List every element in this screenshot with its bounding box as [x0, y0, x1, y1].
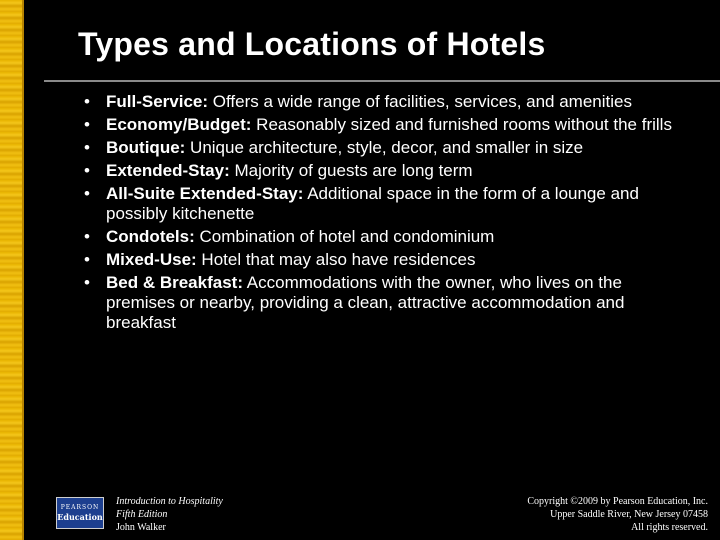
- bullet-term: Boutique:: [106, 138, 186, 157]
- slide-title: Types and Locations of Hotels: [78, 26, 546, 62]
- book-author: John Walker: [116, 522, 166, 533]
- copyright-line-3: All rights reserved.: [631, 522, 708, 533]
- bullet-dot: •: [84, 227, 90, 246]
- bullet-text: Majority of guests are long term: [229, 161, 473, 180]
- bullet-dot: •: [84, 115, 90, 134]
- bullet-term: Mixed-Use:: [106, 250, 197, 269]
- bullet-text: Combination of hotel and condominium: [194, 227, 495, 246]
- bullet-item: [84, 184, 684, 224]
- bullet-text: Accommodations with the owner, who lives on the premises or nearby, providing a clean, attractive accommodation and breakfast: [106, 273, 625, 332]
- bullet-list: [84, 92, 684, 336]
- copyright-line-1: Copyright ©2009 by Pearson Education, Inc.: [527, 496, 708, 507]
- pearson-logo: [56, 497, 104, 529]
- book-citation: [116, 495, 223, 534]
- bullet-item: [84, 92, 684, 112]
- bullet-dot: •: [84, 161, 90, 180]
- bullet-item: [84, 227, 684, 247]
- bullet-text: Reasonably sized and furnished rooms without the frills: [251, 115, 672, 134]
- accent-bar: [0, 0, 22, 540]
- bullet-term: Extended-Stay:: [106, 161, 230, 180]
- bullet-dot: •: [84, 273, 90, 292]
- bullet-term: Condotels:: [106, 227, 195, 246]
- bullet-dot: •: [84, 138, 90, 157]
- bullet-dot: •: [84, 92, 90, 111]
- bullet-dot: •: [84, 184, 90, 203]
- bullet-item: [84, 250, 684, 270]
- bullet-item: [84, 138, 684, 158]
- bullet-text: Offers a wide range of facilities, services, and amenities: [208, 92, 632, 111]
- bullet-term: Economy/Budget:: [106, 115, 252, 134]
- bullet-term: Full-Service:: [106, 92, 209, 111]
- bullet-text: Additional space in the form of a lounge and possibly kitchenette: [106, 184, 639, 223]
- bullet-text: Unique architecture, style, decor, and smaller in size: [185, 138, 584, 157]
- book-title: Introduction to Hospitality: [116, 496, 223, 507]
- bullet-item: [84, 161, 684, 181]
- bullet-term: All-Suite Extended-Stay:: [106, 184, 304, 203]
- copyright-line-2: Upper Saddle River, New Jersey 07458: [550, 509, 708, 520]
- logo-line-2: Education: [57, 512, 103, 522]
- bullet-dot: •: [84, 250, 90, 269]
- title-divider: [44, 80, 720, 82]
- bullet-term: Bed & Breakfast:: [106, 273, 243, 292]
- bullet-item: [84, 115, 684, 135]
- copyright-notice: [527, 495, 708, 534]
- bullet-item: [84, 273, 684, 333]
- book-edition: Fifth Edition: [116, 509, 168, 520]
- logo-line-1: PEARSON: [60, 504, 100, 511]
- bullet-text: Hotel that may also have residences: [196, 250, 476, 269]
